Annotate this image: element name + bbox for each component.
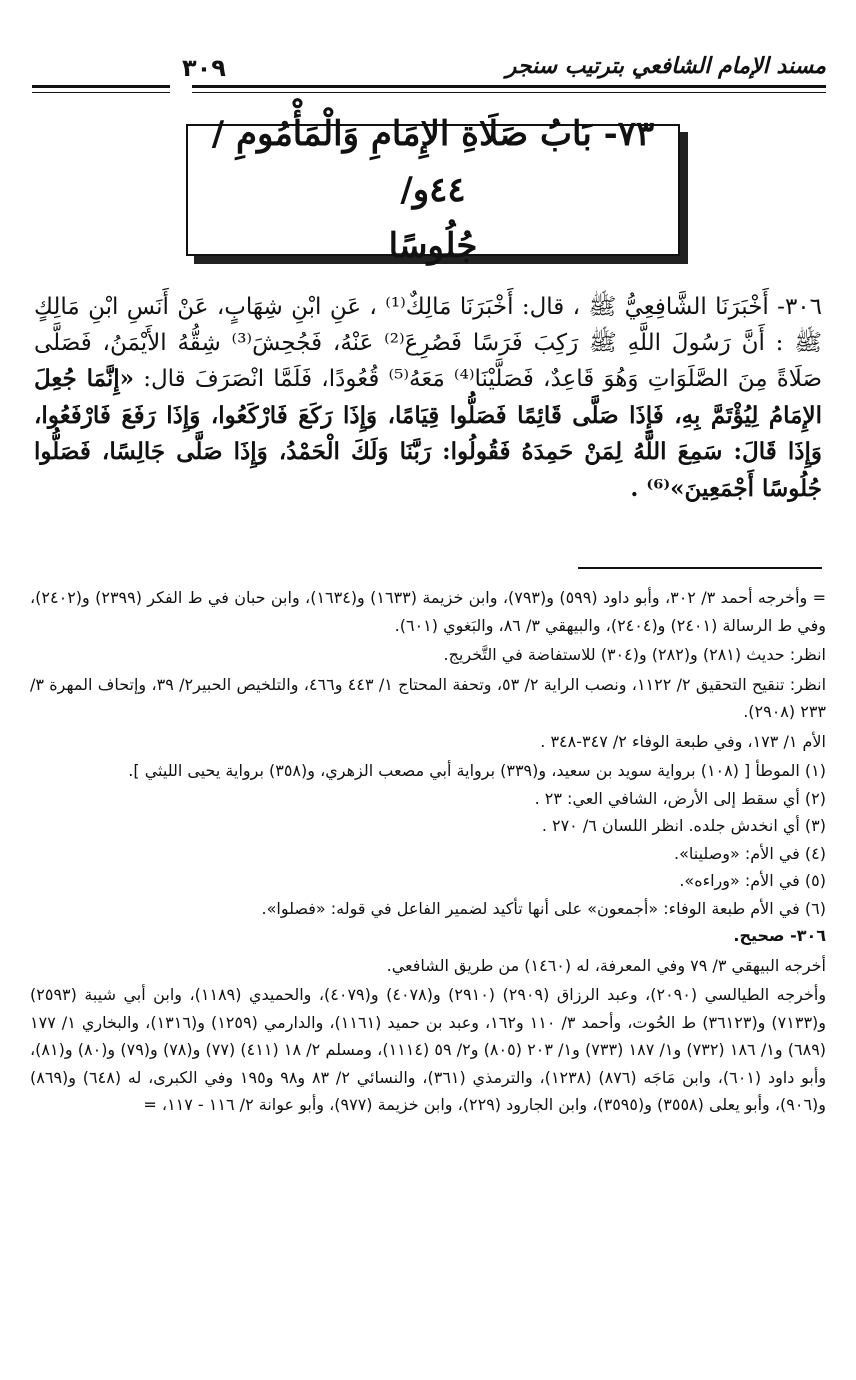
- note-continuation: = وأخرجه أحمد ٣/ ٣٠٢، وأبو داود (٥٩٩) و(٧٩٣)، وابن خزيمة (١٦٣٣) و(١٦٣٤)، وابن حبان في ط الفكر (٢٣٩٩) و(٢٤٠٢)، وفي ط الرسالة (٢٤٠١) و(٢٤٠٤)، والبيهقي ٣/ ٨٦، والبَغوي (٦٠١).: [30, 588, 826, 635]
- chapter-title-line-1: ٧٣- بَابُ صَلَاةِ الإِمَامِ وَالْمَأْمُومِ /٤٤و/: [211, 114, 655, 210]
- hadith-quote: «إِنَّمَا جُعِلَ الإِمَامُ لِيُؤْتَمَّ بِهِ، فَإِذَا صَلَّى قَائِمًا فَصَلُّوا قِيَامًا، وَإِذَا رَكَعَ فَارْكَعُوا، وَإِذَا رَفَعَ فَارْفَعُوا، وَإِذَا قَالَ: سَمِعَ اللَّهُ لِمَنْ حَمِدَهُ فَقُولُوا: رَبَّنَا وَلَكَ الْحَمْدُ، وَإِذَا صَلَّى جَالِسًا، فَصَلُّوا جُلُوسًا أَجْمَعِينَ»⁽⁶⁾ .: [34, 365, 822, 502]
- page-header: [32, 52, 826, 102]
- grading: ٣٠٦- صحيح.: [733, 926, 826, 945]
- takhrij-1: أخرجه البيهقي ٣/ ٧٩ وفي المعرفة، له (١٤٦٠) من طريق الشافعي.: [386, 955, 826, 975]
- header-rule: [192, 85, 826, 93]
- note-al-umm: الأم ١/ ١٧٣، وفي طبعة الوفاء ٢/ ٣٤٧-٣٤٨ .: [540, 731, 826, 751]
- note-see-hadith: انظر: حديث (٢٨١) و(٢٨٢) و(٣٠٤) للاستفاضة في التَّخريج.: [443, 645, 826, 664]
- footnote-4: (٤) في الأم: «وصلينا».: [674, 843, 826, 863]
- footnote-1: (١) الموطأ [ (١٠٨) برواية سويد بن سعيد، و(٣٣٩) برواية أبي مصعب الزهري، و(٣٥٨) برواية يحيى الليثي ].: [128, 761, 826, 780]
- footnote-divider: [578, 567, 822, 569]
- chapter-title-box: [186, 114, 680, 266]
- chapter-title: [203, 106, 663, 274]
- hadith-text: [34, 290, 822, 507]
- page-number: ٣٠٩: [182, 54, 226, 82]
- running-title: مسند الإمام الشافعي بترتيب سنجر: [505, 54, 826, 79]
- footnote-6: (٦) في الأم طبعة الوفاء: «أجمعون» على أنها تأكيد لضمير الفاعل في قوله: «فصلوا».: [261, 898, 826, 918]
- footnote-2: (٢) أي سقط إلى الأرض، الشافي العي: ٢٣ .: [534, 788, 826, 808]
- note-see-sources: انظر: تنقيح التحقيق ٢/ ١١٢٢، ونصب الراية ٢/ ٥٣، وتحفة المحتاج ١/ ٤٤٣ و٤٦٦، والتلخيص الحبير٢/ ٣٩، وإتحاف المهرة ٣/ ٢٣٣ (٢٩٠٨).: [30, 674, 827, 721]
- header-rule-short: [32, 85, 170, 93]
- chapter-title-line-2: جُلُوسًا: [388, 226, 478, 266]
- takhrij-2: وأخرجه الطيالسي (٢٠٩٠)، وعبد الرزاق (٢٩٠٩) (٢٩١٠) و(٤٠٧٨) و(٤٠٧٩)، والحميدي (١١٨٩)، وابن أبي شيبة (٢٥٩٣) و(٧١٣٣) و(٣٦١٢٣) ط الحُوت، وأحمد ٣/ ١١٠ و١٦٢، وعبد بن حميد (١١٦١)، والدارمي (١٢٥٩) و(١٣١٦)، والبخاري ١/ ١٧٧ (٦٨٩) و١/ ١٨٦ (٧٣٢) و١/ ١٨٧ (٧٣٣) و١/ ٢٠٣ (٨٠٥) و٢/ ٥٩ (١١١٤)، ومسلم ٢/ ١٨ (٤١١) (٧٧) و(٧٨) و(٧٩) و(٨٠) و(٨١)، وأبو داود (٦٠١)، وابن مَاجَه (٨٧٦) (١٢٣٨)، والترمذي (٣٦١)، والنسائي ٢/ ٨٣ و٩٨ و١٩٥ وفي الكبرى، له (٦٤٨) و(٨٦٩) و(٩٠٦)، وأبو يعلى (٣٥٥٨) و(٣٥٩٥)، وابن الجارود (٢٢٩)، وابن خزيمة (٩٧٧)، وأبو عوانة ٢/ ١١٦ - ١١٧، =: [30, 985, 827, 1114]
- footnote-3: (٣) أي انخدش جلده. انظر اللسان ٦/ ٢٧٠ .: [541, 816, 826, 835]
- notes-section: [30, 584, 826, 1121]
- hadith-narration: ٣٠٦- أَخْبَرَنَا الشَّافِعِيُّ ﷺ ، قال: أَخْبَرَنَا مَالِكٌ⁽¹⁾ ، عَنِ ابْنِ شِهَابٍ، عَنْ أَنَسِ ابْنِ مَالِكٍ ﷺ : أَنَّ رَسُولَ اللَّهِ ﷺ رَكِبَ فَرَسًا فَصُرِعَ⁽²⁾ عَنْهُ، فَجُحِشَ⁽³⁾ شِقُّهُ الأَيْمَنُ، فَصَلَّى صَلَاةً مِنَ الصَّلَوَاتِ وَهُوَ قَاعِدٌ، فَصَلَّيْنَا⁽⁴⁾ مَعَهُ⁽⁵⁾ قُعُودًا، فَلَمَّا انْصَرَفَ قال:: [34, 294, 823, 392]
- footnote-5: (٥) في الأم: «وراءه».: [679, 871, 826, 890]
